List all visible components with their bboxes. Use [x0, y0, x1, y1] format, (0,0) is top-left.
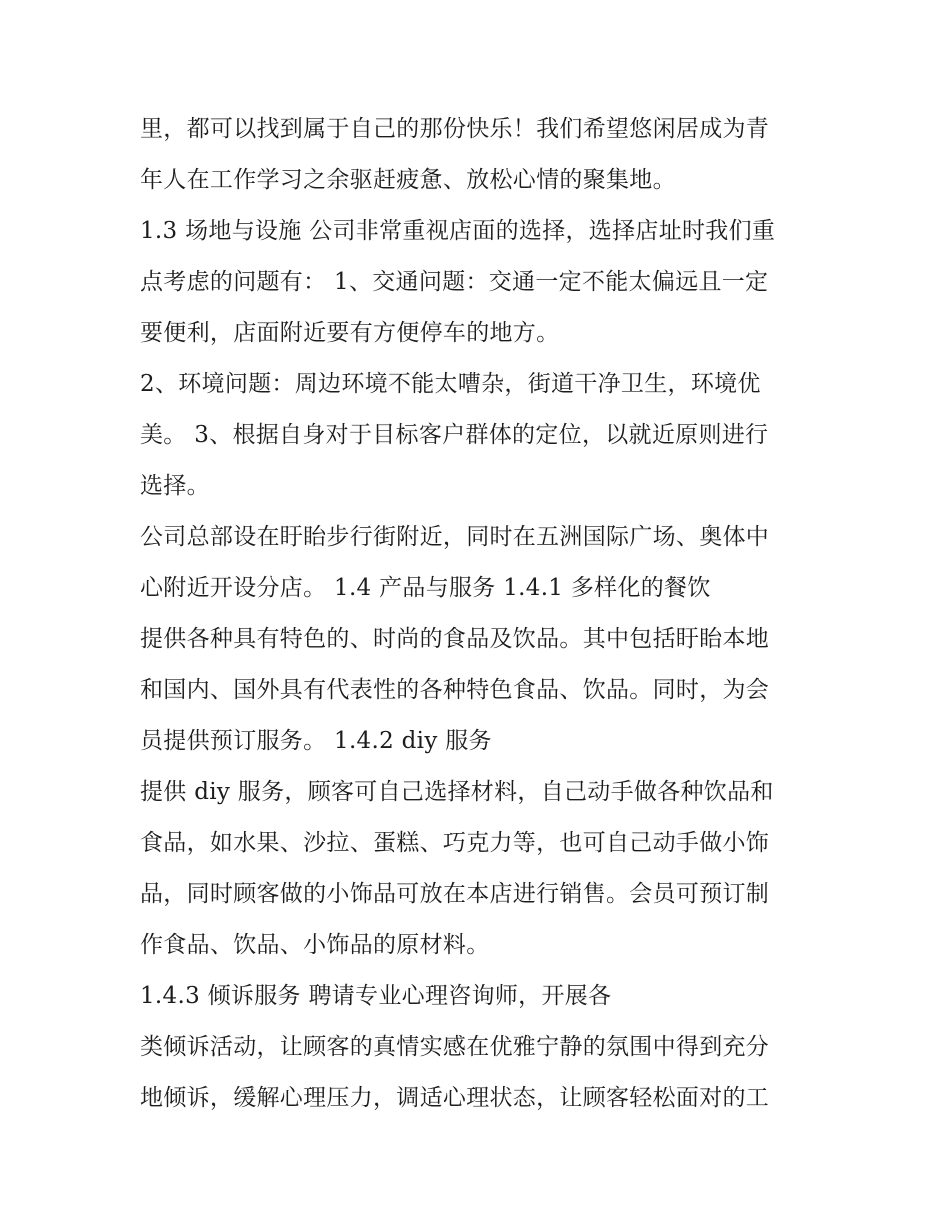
text-line: 食品，如水果、沙拉、蛋糕、巧克力等，也可自己动手做小饰: [140, 830, 770, 856]
body-text: [140, 104, 820, 1124]
text-line: 心附近开设分店。 1.4 产品与服务 1.4.1 多样化的餐饮: [140, 575, 711, 601]
text-line: 美。 3、根据自身对于目标客户群体的定位，以就近原则进行: [140, 422, 769, 448]
text-line: 里，都可以找到属于自己的那份快乐！我们希望悠闲居成为青: [140, 116, 770, 142]
text-line: 年人在工作学习之余驱赶疲惫、放松心情的聚集地。: [140, 167, 676, 193]
text-line: 2、环境问题：周边环境不能太嘈杂，街道干净卫生，环境优: [140, 371, 761, 397]
text-line: 作食品、饮品、小饰品的原材料。: [140, 932, 490, 958]
text-line: 1.4.3 倾诉服务 聘请专业心理咨询师，开展各: [140, 983, 612, 1009]
text-line: 1.3 场地与设施 公司非常重视店面的选择，选择店址时我们重: [140, 218, 776, 244]
text-line: 和国内、国外具有代表性的各种特色食品、饮品。同时，为会: [140, 677, 770, 703]
text-line: 提供各种具有特色的、时尚的食品及饮品。其中包括盱眙本地: [140, 626, 770, 652]
text-line: 品，同时顾客做的小饰品可放在本店进行销售。会员可预订制: [140, 881, 770, 907]
text-line: 类倾诉活动，让顾客的真情实感在优雅宁静的氛围中得到充分: [140, 1034, 770, 1060]
text-line: 公司总部设在盱眙步行街附近，同时在五洲国际广场、奥体中: [140, 524, 770, 550]
text-line: 地倾诉，缓解心理压力，调适心理状态，让顾客轻松面对的工: [140, 1085, 770, 1111]
text-line: 点考虑的问题有： 1、交通问题：交通一定不能太偏远且一定: [140, 269, 769, 295]
text-line: 选择。: [140, 473, 210, 499]
text-line: 提供 diy 服务，顾客可自己选择材料，自己动手做各种饮品和: [140, 779, 774, 805]
text-line: 要便利，店面附近要有方便停车的地方。: [140, 320, 560, 346]
text-line: 员提供预订服务。 1.4.2 diy 服务: [140, 728, 492, 754]
